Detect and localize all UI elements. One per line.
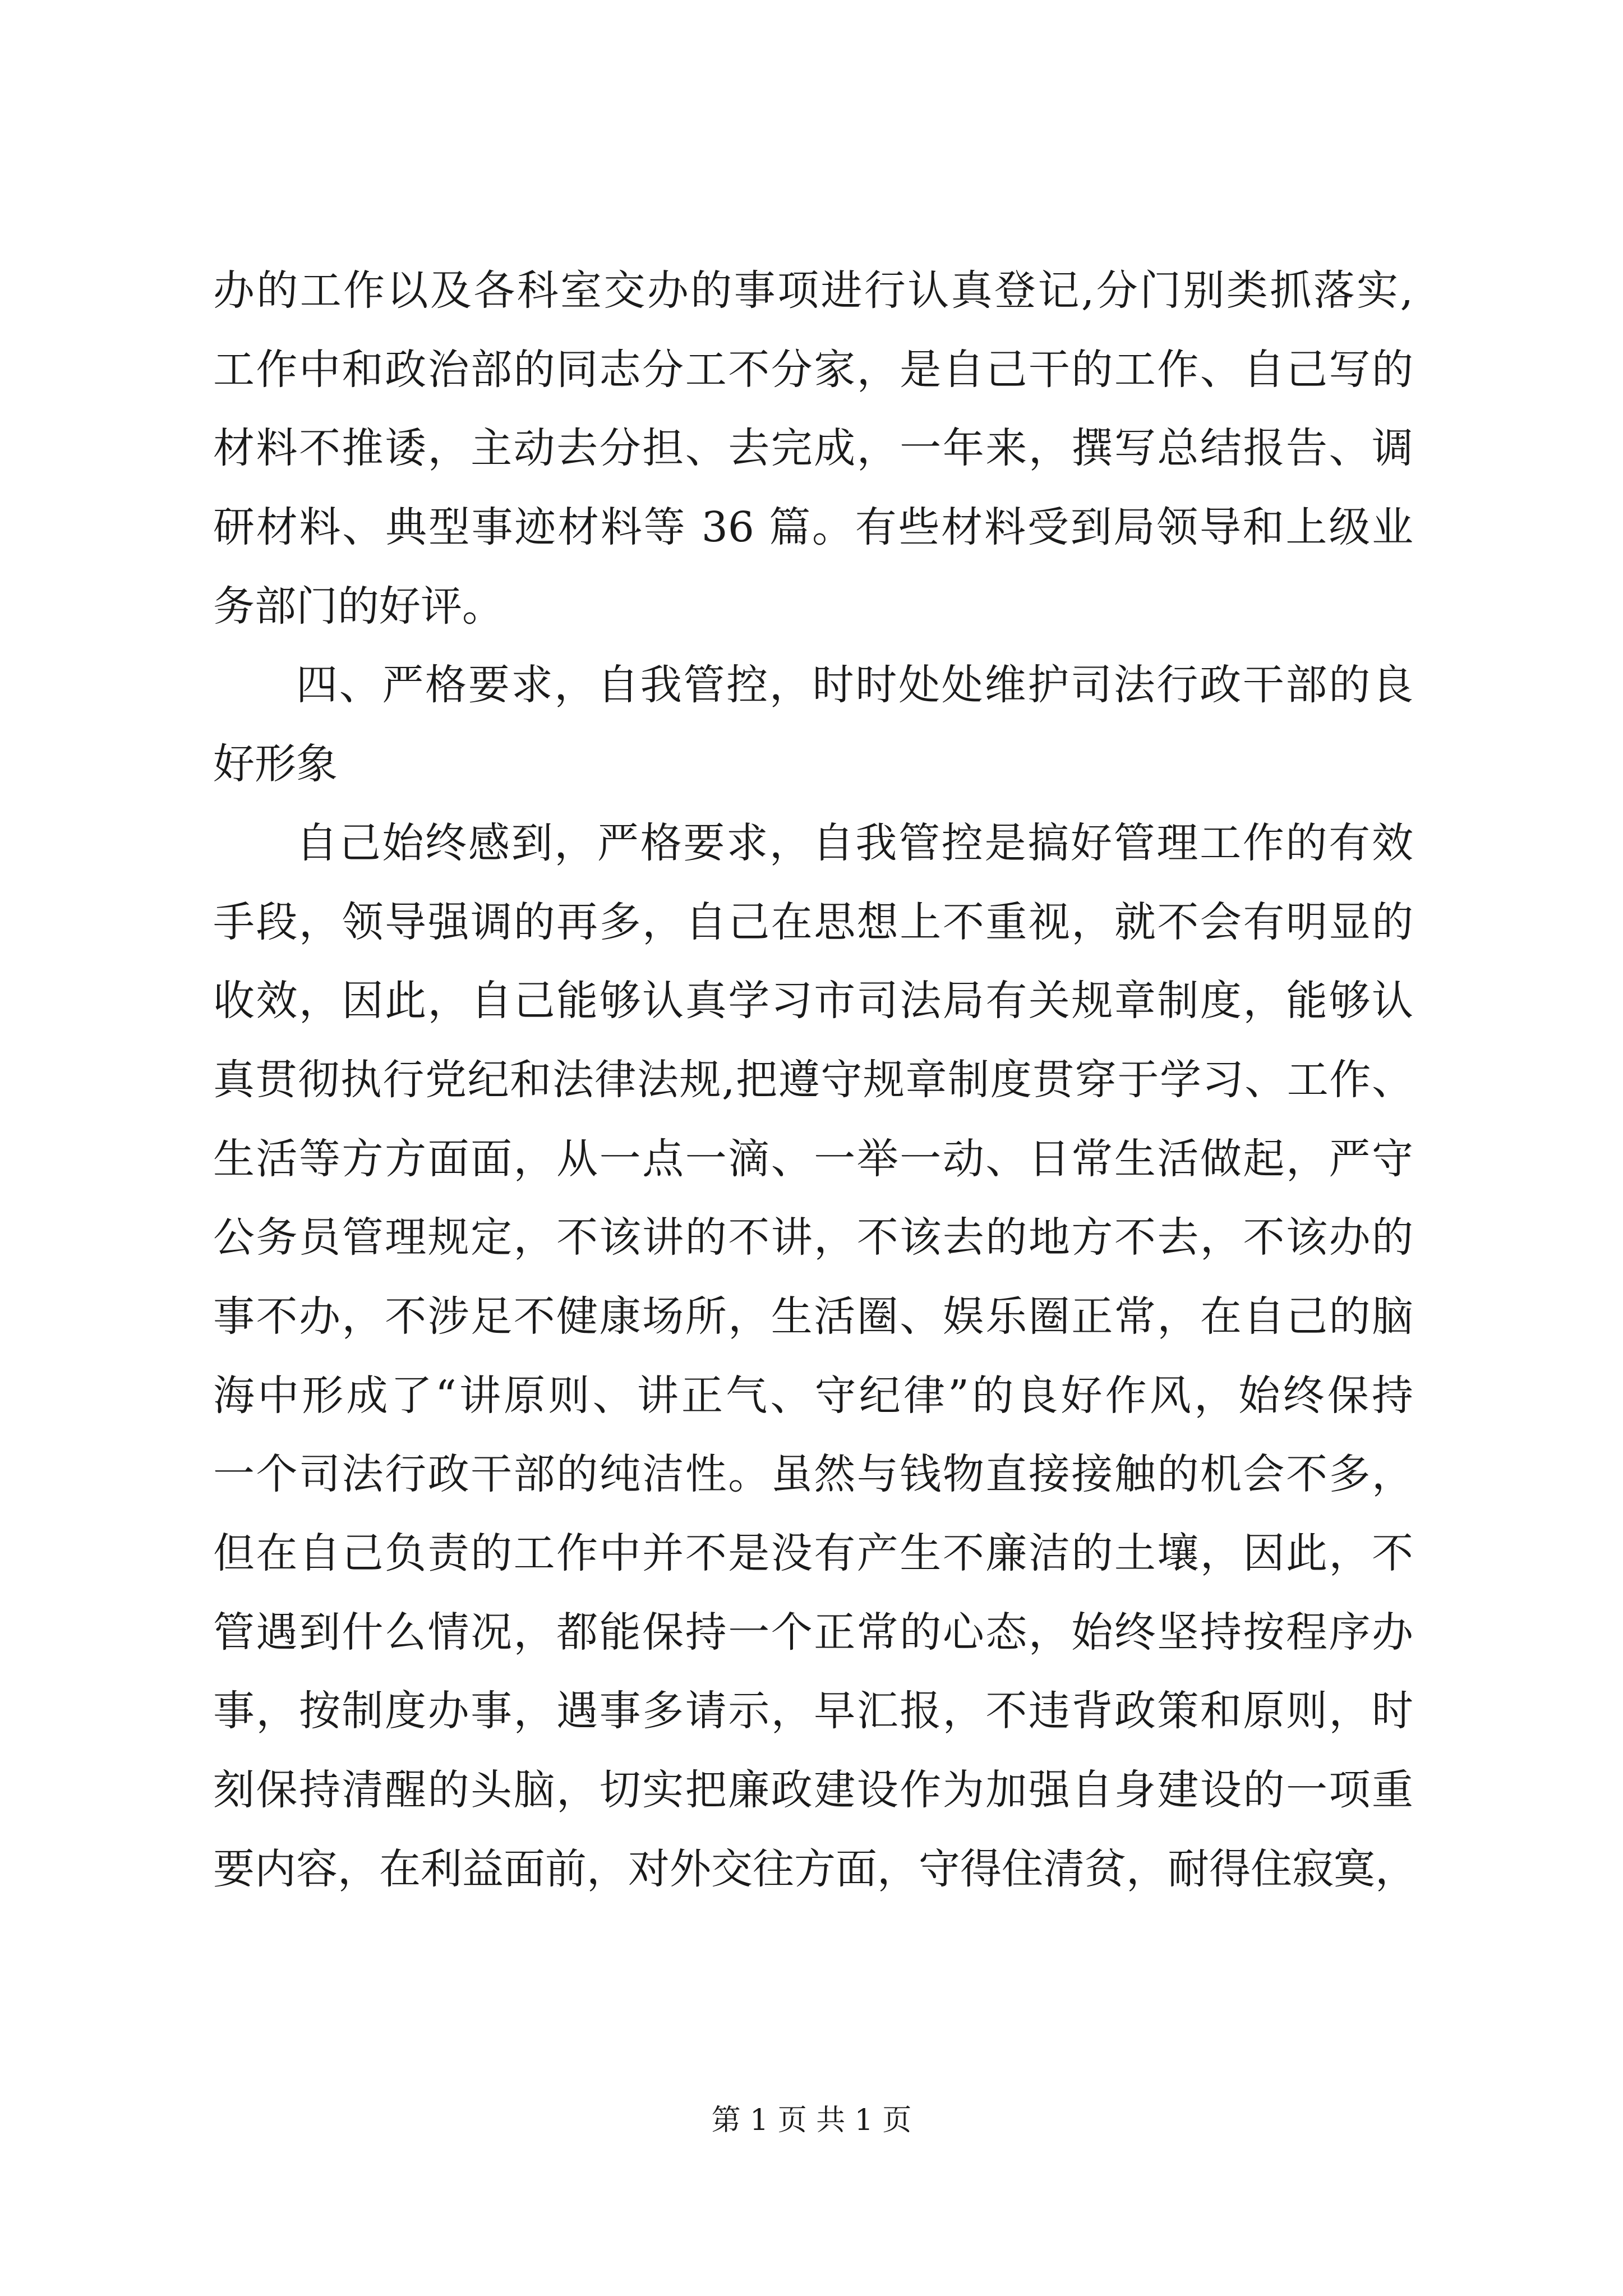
text-line: 务部门的好评。: [213, 582, 504, 631]
text-line: 事，按制度办事，遇事多请示，早汇报，不违背政策和原则，时: [213, 1687, 1413, 1736]
text-line: 真贯彻执行党纪和法律法规,把遵守规章制度贯穿于学习、工作、: [213, 1055, 1413, 1104]
text-line: 材料不推诿，主动去分担、去完成，一年来，撰写总结报告、调: [213, 424, 1413, 473]
text-line: 要内容，在利益面前，对外交往方面，守得住清贫，耐得住寂寞，: [213, 1844, 1417, 1893]
text-line: 一个司法行政干部的纯洁性。虽然与钱物直接接触的机会不多，: [213, 1450, 1413, 1499]
text-line: 工作中和政治部的同志分工不分家，是自己干的工作、自己写的: [213, 345, 1413, 394]
document-body: [213, 251, 1417, 1908]
text-line: 公务员管理规定，不该讲的不讲，不该去的地方不去，不该办的: [213, 1213, 1413, 1262]
text-line: 研材料、典型事迹材料等 36 篇。有些材料受到局领导和上级业: [213, 503, 1413, 552]
page-number-label: 第 1 页 共 1 页: [711, 2104, 912, 2137]
text-line: 生活等方方面面，从一点一滴、一举一动、日常生活做起，严守: [213, 1134, 1413, 1183]
text-line: 手段，领导强调的再多，自己在思想上不重视，就不会有明显的: [213, 898, 1413, 946]
text-line: 办的工作以及各科室交办的事项进行认真登记,分门别类抓落实,: [213, 266, 1413, 315]
section-heading-line: 好形象: [213, 740, 338, 789]
text-line: 刻保持清醒的头脑，切实把廉政建设作为加强自身建设的一项重: [213, 1766, 1413, 1815]
page-footer: [0, 2101, 1623, 2140]
text-line: 收效，因此，自己能够认真学习市司法局有关规章制度，能够认: [213, 977, 1413, 1025]
text-line: 管遇到什么情况，都能保持一个正常的心态，始终坚持按程序办: [213, 1608, 1413, 1657]
text-line: 但在自己负责的工作中并不是没有产生不廉洁的土壤，因此，不: [213, 1529, 1413, 1577]
text-line: 事不办，不涉足不健康场所，生活圈、娱乐圈正常，在自己的脑: [213, 1292, 1413, 1341]
text-line: 自己始终感到，严格要求，自我管控是搞好管理工作的有效: [296, 818, 1413, 867]
section-heading-line: 四、严格要求，自我管控，时时处处维护司法行政干部的良: [296, 661, 1413, 710]
text-line: 海中形成了“讲原则、讲正气、守纪律”的良好作风，始终保持: [213, 1371, 1413, 1420]
